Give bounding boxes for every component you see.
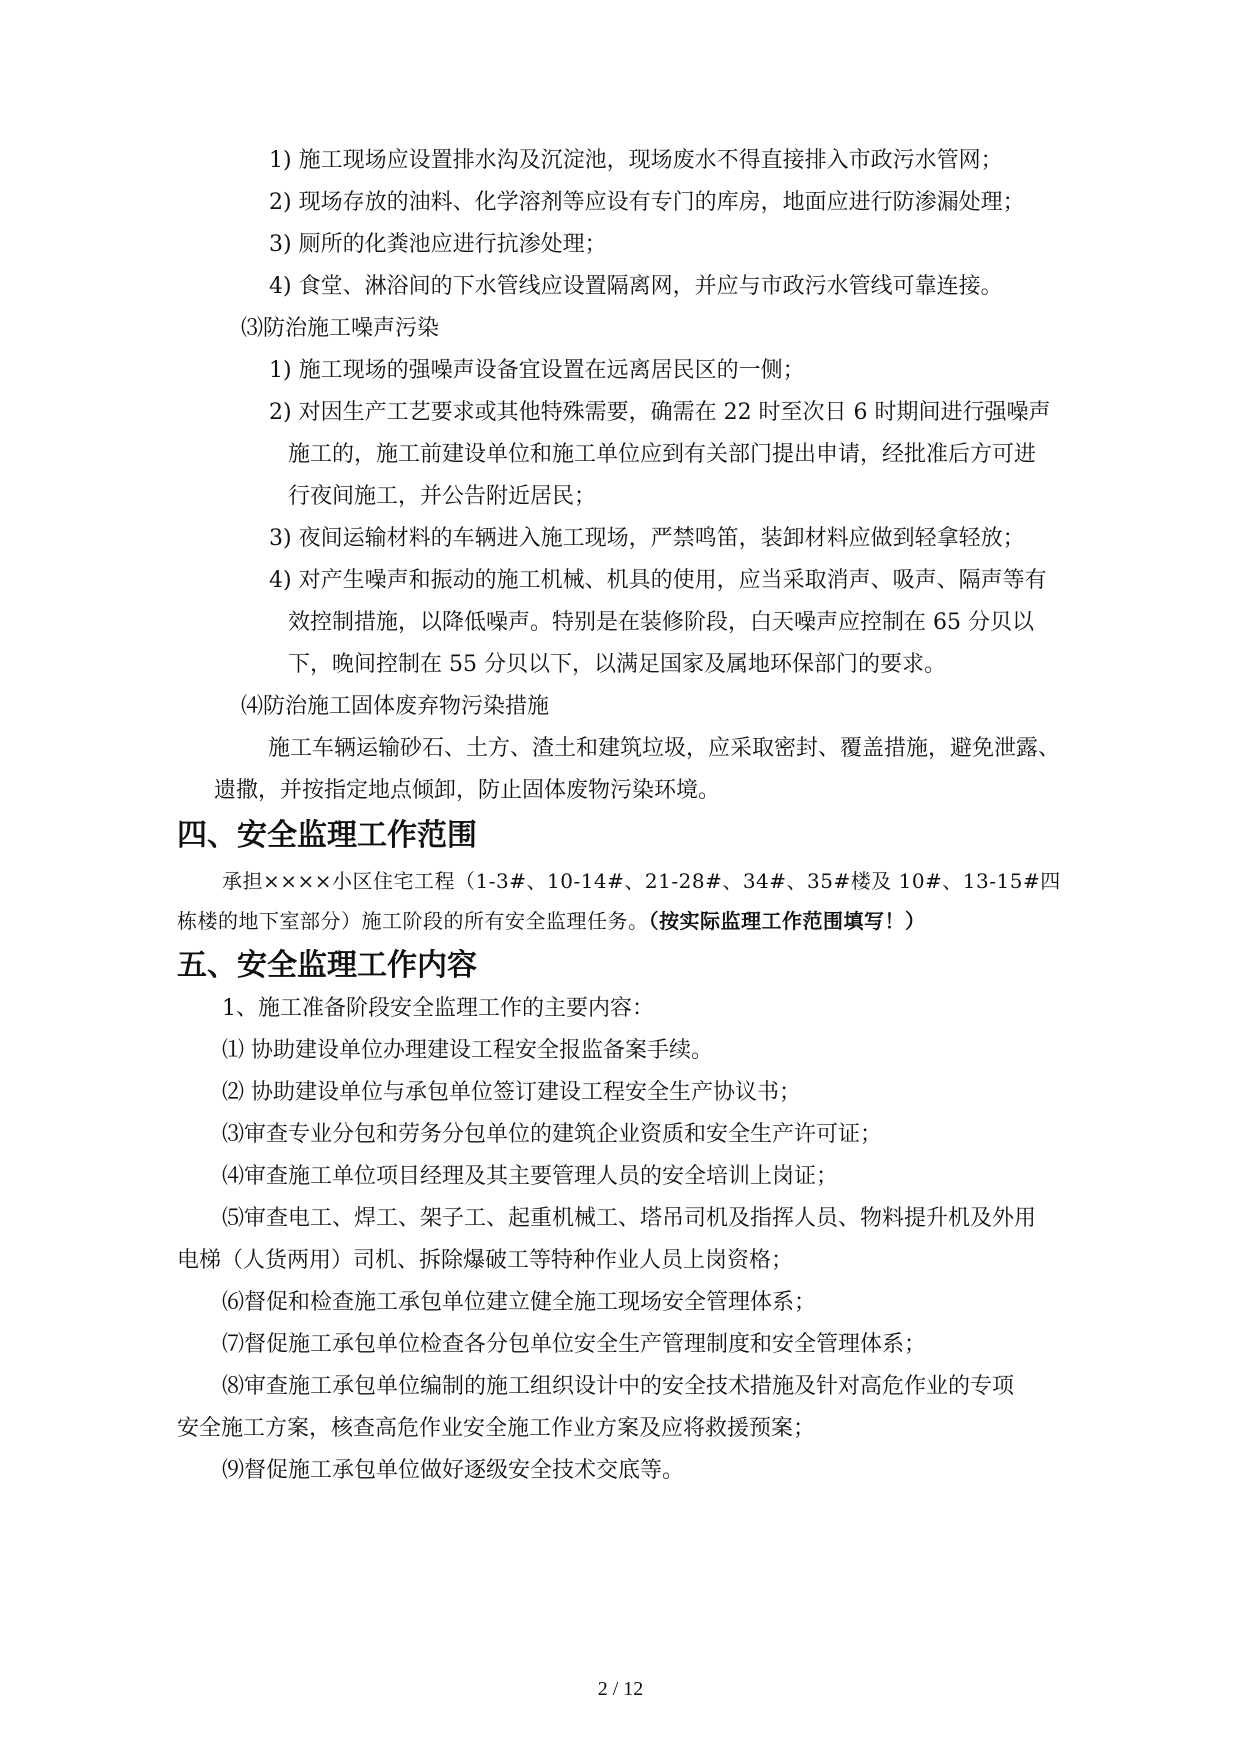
water-item-4: 4) 食堂、淋浴间的下水管线应设置隔离网，并应与市政污水管线可靠连接。 — [269, 274, 1003, 299]
noise-item-4-line-2: 效控制措施，以降低噪声。特别是在装修阶段，白天噪声应控制在 65 分贝以 — [288, 610, 1034, 635]
section-5-subheading: 1、施工准备阶段安全监理工作的主要内容： — [222, 996, 654, 1021]
noise-item-4-line-3: 下，晚间控制在 55 分贝以下，以满足国家及属地环保部门的要求。 — [288, 652, 946, 677]
section-5-item-1: ⑴ 协助建设单位办理建设工程安全报监备案手续。 — [222, 1038, 713, 1063]
water-item-3: 3) 厕所的化粪池应进行抗渗处理； — [269, 232, 607, 257]
section-5-item-6: ⑹督促和检查施工承包单位建立健全施工现场安全管理体系； — [222, 1290, 817, 1315]
section-5-item-4: ⑷审查施工单位项目经理及其主要管理人员的安全培训上岗证； — [222, 1164, 839, 1189]
section-5-item-2: ⑵ 协助建设单位与承包单位签订建设工程安全生产协议书； — [222, 1080, 801, 1105]
section-5-title: 五、安全监理工作内容 — [177, 948, 477, 983]
noise-heading: ⑶防治施工噪声污染 — [241, 316, 440, 341]
water-item-1: 1) 施工现场应设置排水沟及沉淀池，现场废水不得直接排入市政污水管网； — [269, 148, 1003, 173]
noise-item-2-line-1: 2) 对因生产工艺要求或其他特殊需要，确需在 22 时至次日 6 时期间进行强噪声 — [269, 400, 1051, 425]
solid-paragraph-line-2: 遗撒，并按指定地点倾卸，防止固体废物污染环境。 — [214, 778, 721, 803]
noise-item-2-line-3: 行夜间施工，并公告附近居民； — [288, 484, 597, 509]
solid-heading: ⑷防治施工固体废弃物污染措施 — [241, 694, 550, 719]
page-number: 2 / 12 — [597, 1678, 644, 1700]
section-5-item-9: ⑼督促施工承包单位做好逐级安全技术交底等。 — [222, 1458, 685, 1483]
section-5-item-7: ⑺督促施工承包单位检查各分包单位安全生产管理制度和安全管理体系； — [222, 1332, 927, 1357]
noise-item-3: 3) 夜间运输材料的车辆进入施工现场，严禁鸣笛，装卸材料应做到轻拿轻放； — [269, 526, 1025, 551]
section-5-item-3: ⑶审查专业分包和劳务分包单位的建筑企业资质和安全生产许可证； — [222, 1122, 883, 1147]
section-5-item-8-line-1: ⑻审查施工承包单位编制的施工组织设计中的安全技术措施及针对高危作业的专项 — [222, 1374, 1015, 1399]
section-4-scope-line-1: 承担××××小区住宅工程（1-3#、10-14#、21-28#、34#、35#楼及 10#、13-15#四 — [222, 869, 1061, 893]
section-5-item-5-line-2: 电梯（人货两用）司机、拆除爆破工等特种作业人员上岗资格； — [177, 1248, 794, 1273]
section-5-item-5-line-1: ⑸审查电工、焊工、架子工、起重机械工、塔吊司机及指挥人员、物料提升机及外用 — [222, 1206, 1037, 1231]
section-4-title: 四、安全监理工作范围 — [177, 818, 477, 853]
noise-item-4-line-1: 4) 对产生噪声和振动的施工机械、机具的使用，应当采取消声、吸声、隔声等有 — [269, 568, 1047, 593]
water-item-2: 2) 现场存放的油料、化学溶剂等应设有专门的库房，地面应进行防渗漏处理； — [269, 190, 1025, 215]
solid-paragraph-line-1: 施工车辆运输砂石、土方、渣土和建筑垃圾，应采取密封、覆盖措施，避免泄露、 — [268, 736, 1061, 761]
section-4-scope-line-2 — [177, 906, 926, 936]
section-4-scope-text: 栋楼的地下室部分）施工阶段的所有安全监理任务。 — [177, 909, 649, 933]
section-4-scope-note: （按实际监理工作范围填写！） — [648, 909, 926, 933]
section-5-item-8-line-2: 安全施工方案，核查高危作业安全施工作业方案及应将救援预案； — [177, 1416, 816, 1441]
noise-item-2-line-2: 施工的，施工前建设单位和施工单位应到有关部门提出申请，经批准后方可进 — [288, 442, 1037, 467]
noise-item-1: 1) 施工现场的强噪声设备宜设置在远离居民区的一侧； — [269, 358, 805, 383]
